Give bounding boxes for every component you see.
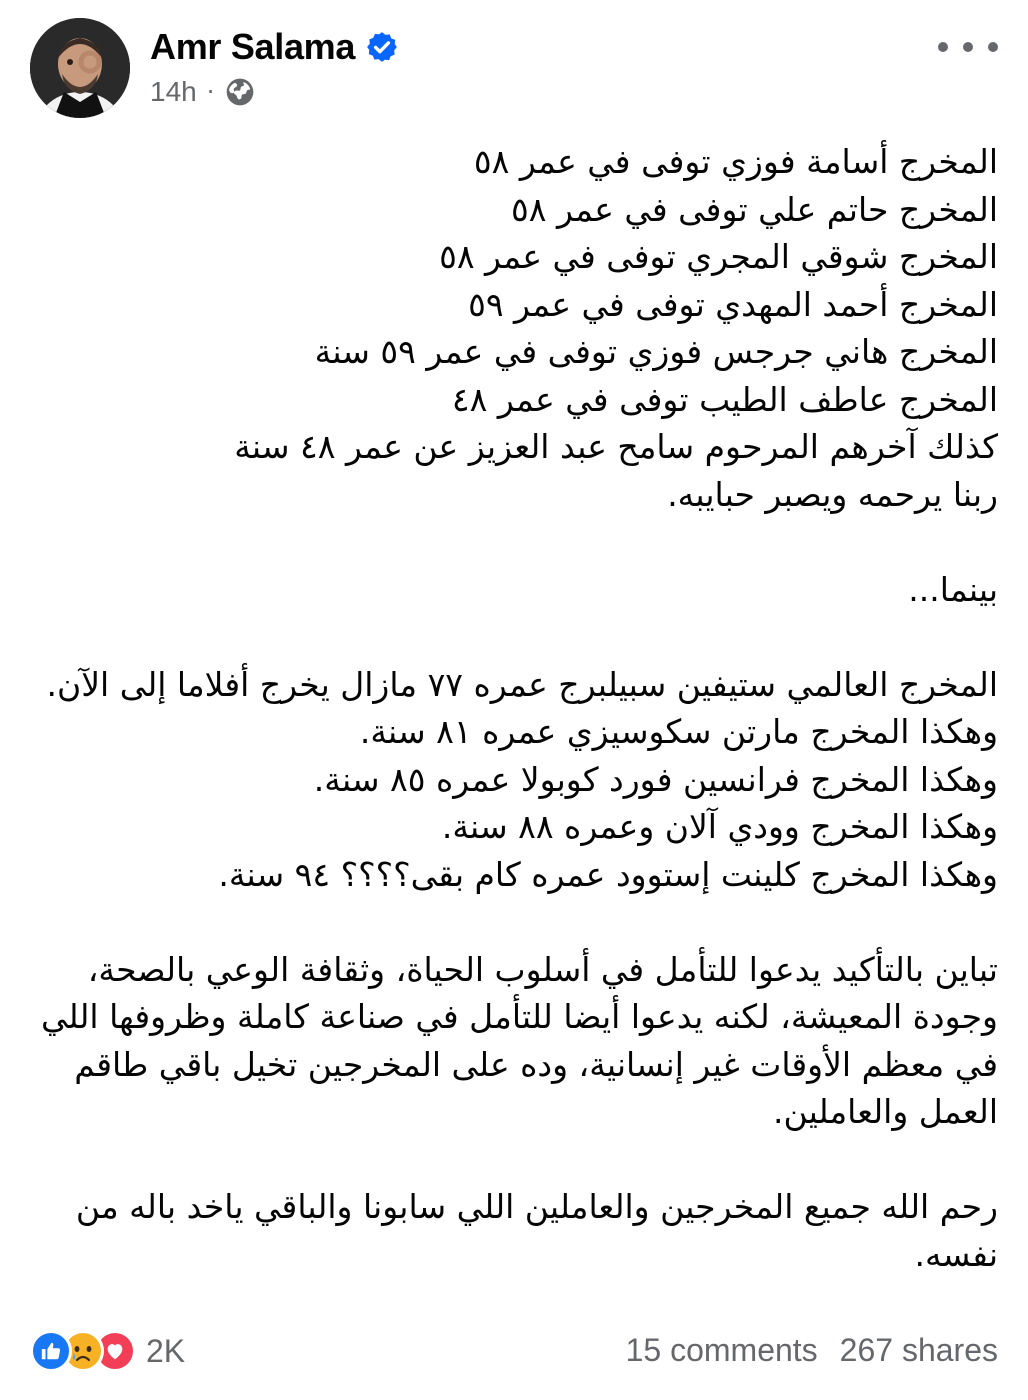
more-options-icon[interactable] xyxy=(938,32,998,62)
post-line: وهكذا المخرج مارتن سكوسيزي عمره ٨١ سنة. xyxy=(359,712,998,751)
verified-badge-icon xyxy=(365,30,399,64)
reaction-count[interactable]: 2K xyxy=(146,1332,186,1369)
post-paragraph: تباين بالتأكيد يدعوا للتأمل في أسلوب الحياة، وثقافة الوعي بالصحة، وجودة المعيشة، لكنه يدعوا أيضا للتأمل في صناعة كاملة وظروفها اللي في معظم الأوقات غير إنسانية، وده على المخرجين تخيل باقي طاقم العمل والعاملين. xyxy=(40,949,998,1131)
post-line: ربنا يرحمه ويصبر حبايبه. xyxy=(667,474,998,514)
post-line: المخرج حاتم علي توفى في عمر ٥٨ xyxy=(511,189,998,229)
author-row xyxy=(150,26,399,68)
paragraph-gap xyxy=(30,898,998,946)
post-line: المخرج أسامة فوزي توفى في عمر ٥٨ xyxy=(473,142,998,181)
author-name[interactable]: Amr Salama xyxy=(150,26,356,67)
post-line: المخرج عاطف الطيب توفى في عمر ٤٨ xyxy=(451,379,998,419)
meta-separator: · xyxy=(206,78,215,106)
globe-icon[interactable] xyxy=(224,76,256,108)
paragraph-gap xyxy=(30,1136,998,1184)
avatar[interactable] xyxy=(30,18,130,118)
avatar-photo xyxy=(30,18,130,118)
post-line: وهكذا المخرج كلينت إستوود عمره كام بقى؟؟؟؟ ٩٤ سنة. xyxy=(218,854,998,894)
dot-icon xyxy=(963,42,973,52)
post-footer xyxy=(30,1328,998,1378)
shares-count[interactable]: 267 shares xyxy=(839,1332,998,1368)
post-line: وهكذا المخرج فرانسين فورد كوبولا عمره ٨٥ سنة. xyxy=(313,759,998,799)
post-line: كذلك آخرهم المرحوم سامح عبد العزيز عن عمر ٤٨ سنة xyxy=(234,427,998,466)
post-line: المخرج هاني جرجس فوزي توفى في عمر ٥٩ سنة xyxy=(314,332,998,371)
post-body xyxy=(30,138,998,1278)
paragraph-gap xyxy=(30,613,998,661)
post-paragraph: رحم الله جميع المخرجين والعاملين اللي سابونا والباقي ياخد باله من نفسه. xyxy=(75,1187,998,1274)
post-header xyxy=(30,18,998,118)
paragraph-gap xyxy=(30,518,998,566)
post-timestamp[interactable]: 14h xyxy=(150,76,197,107)
post-meta xyxy=(150,76,256,108)
engagement-stats xyxy=(626,1332,998,1369)
post-line: المخرج العالمي ستيفين سبيلبرج عمره ٧٧ مازال يخرج أفلاما إلى الآن. xyxy=(46,664,998,704)
post-line: المخرج أحمد المهدي توفى في عمر ٥٩ xyxy=(468,284,998,324)
like-icon xyxy=(30,1330,72,1372)
post-line: وهكذا المخرج وودي آلان وعمره ٨٨ سنة. xyxy=(441,807,998,846)
comments-count[interactable]: 15 comments xyxy=(625,1332,818,1368)
post-line: بينما... xyxy=(908,569,998,609)
reactions-summary[interactable] xyxy=(30,1330,185,1372)
post-line: المخرج شوقي المجري توفى في عمر ٥٨ xyxy=(439,237,998,276)
dot-icon xyxy=(988,42,998,52)
dot-icon xyxy=(938,42,948,52)
